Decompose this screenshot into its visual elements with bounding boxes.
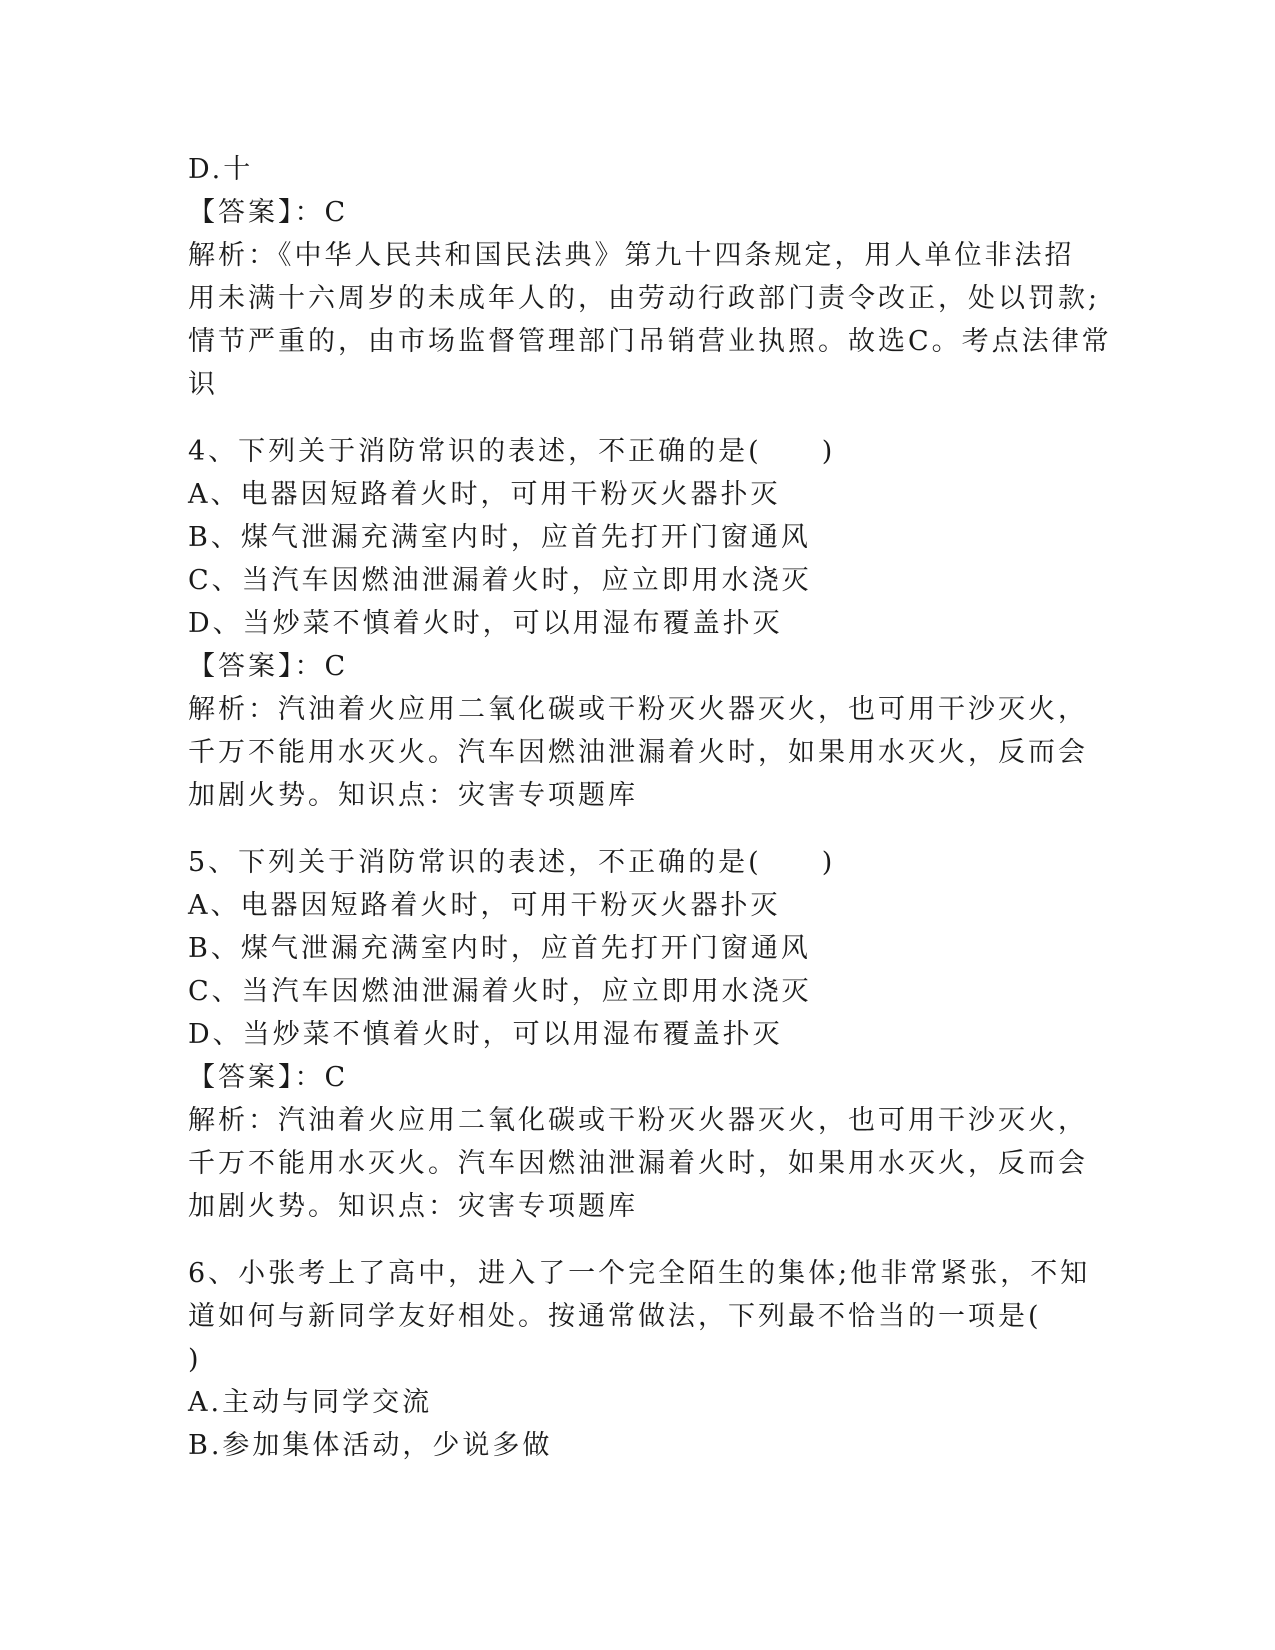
option-c: C、当汽车因燃油泄漏着火时，应立即用水浇灭 — [188, 976, 812, 1007]
option-a: A、电器因短路着火时，可用干粉灭火器扑灭 — [188, 479, 781, 510]
option-d: D、当炒菜不慎着火时，可以用湿布覆盖扑灭 — [188, 608, 783, 639]
option-d: D、当炒菜不慎着火时，可以用湿布覆盖扑灭 — [188, 1019, 783, 1050]
option-a: A、电器因短路着火时，可用干粉灭火器扑灭 — [188, 890, 781, 921]
question-stem: 4、下列关于消防常识的表述，不正确的是( ) — [188, 436, 836, 467]
document-page — [188, 148, 1112, 1467]
explanation-line: 用未满十六周岁的未成年人的，由劳动行政部门责令改正，处以罚款; — [188, 283, 1101, 314]
question-5 — [188, 841, 1088, 1228]
question-stem: 5、下列关于消防常识的表述，不正确的是( ) — [188, 847, 836, 878]
option-b: B.参加集体活动，少说多做 — [188, 1430, 553, 1461]
explanation-line: 识 — [188, 369, 218, 400]
explanation-line: 加剧火势。知识点：灾害专项题库 — [188, 1191, 638, 1222]
option-c: C、当汽车因燃油泄漏着火时，应立即用水浇灭 — [188, 565, 812, 596]
option-d: D.十 — [188, 154, 254, 185]
question-stem: 6、小张考上了高中，进入了一个完全陌生的集体;他非常紧张，不知 — [188, 1258, 1091, 1289]
answer-line: 【答案】：C — [188, 651, 349, 682]
explanation-line: 解析：汽油着火应用二氧化碳或干粉灭火器灭火，也可用干沙灭火， — [188, 694, 1088, 725]
question-stem: 道如何与新同学友好相处。按通常做法，下列最不恰当的一项是( — [188, 1301, 1042, 1332]
explanation-line: 加剧火势。知识点：灾害专项题库 — [188, 780, 638, 811]
question-6 — [188, 1252, 1091, 1467]
question-3-tail — [188, 148, 1112, 406]
explanation-line: 解析：汽油着火应用二氧化碳或干粉灭火器灭火，也可用干沙灭火， — [188, 1105, 1088, 1136]
option-b: B、煤气泄漏充满室内时，应首先打开门窗通风 — [188, 522, 811, 553]
answer-line: 【答案】：C — [188, 197, 349, 228]
question-4 — [188, 430, 1088, 817]
question-stem: ) — [188, 1344, 202, 1375]
option-b: B、煤气泄漏充满室内时，应首先打开门窗通风 — [188, 933, 811, 964]
option-a: A.主动与同学交流 — [188, 1387, 433, 1418]
explanation-line: 千万不能用水灭火。汽车因燃油泄漏着火时，如果用水灭火，反而会 — [188, 737, 1088, 768]
explanation-line: 千万不能用水灭火。汽车因燃油泄漏着火时，如果用水灭火，反而会 — [188, 1148, 1088, 1179]
explanation-line: 情节严重的，由市场监督管理部门吊销营业执照。故选C。考点法律常 — [188, 326, 1112, 357]
explanation-line: 解析：《中华人民共和国民法典》第九十四条规定，用人单位非法招 — [188, 240, 1075, 271]
answer-line: 【答案】：C — [188, 1062, 349, 1093]
